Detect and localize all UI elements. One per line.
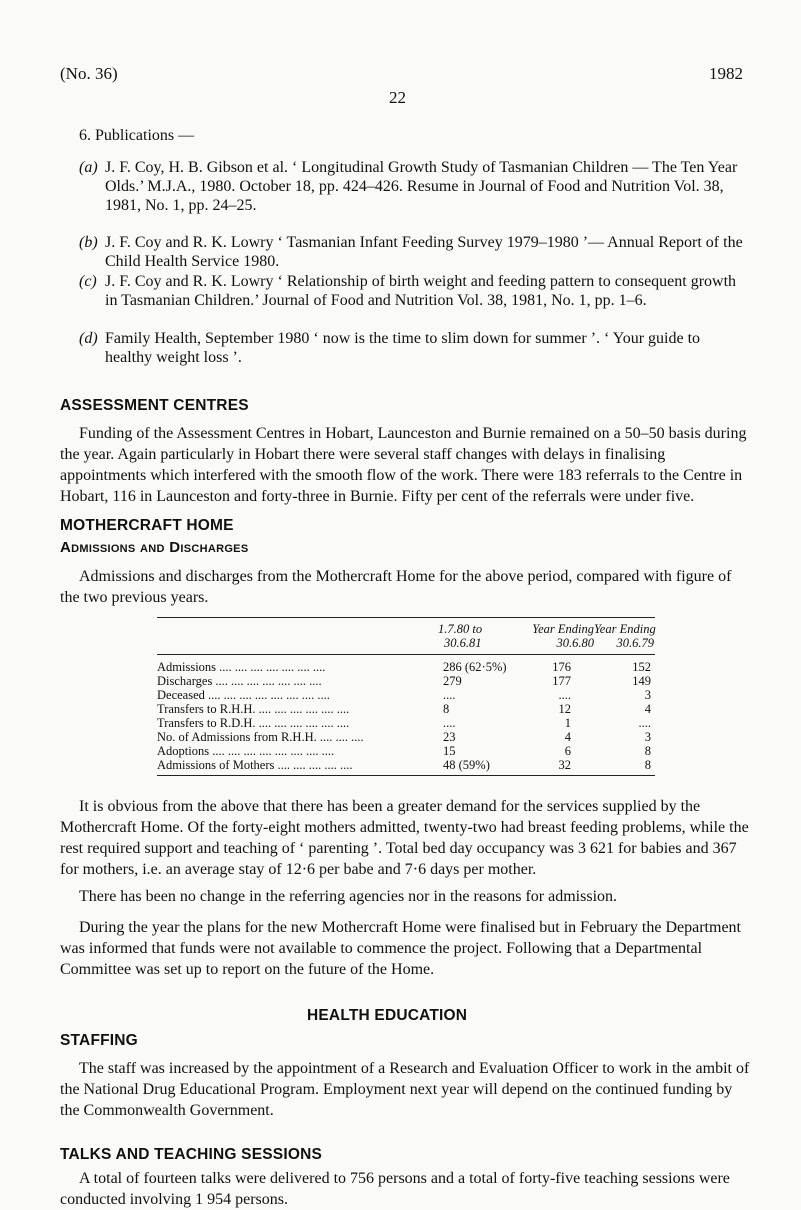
table-bottom-rule: [157, 775, 655, 776]
page-header-right: 1982: [709, 64, 743, 83]
cell-1: ....: [443, 716, 456, 730]
cell-2: 176: [552, 660, 571, 674]
col-header-2-line2: 30.6.80: [556, 636, 594, 650]
mothercraft-heading: MOTHERCRAFT HOME: [60, 517, 234, 534]
row-label: Deceased .... .... .... .... .... .... .... ....: [157, 688, 330, 702]
cell-1: 48 (59%): [443, 758, 490, 772]
row-label: Admissions of Mothers .... .... .... .... ....: [157, 758, 353, 772]
table-row: [157, 730, 655, 744]
publications-heading: 6. Publications —: [79, 127, 195, 144]
admissions-subheading: Admissions and Discharges: [60, 539, 249, 556]
talks-paragraph: A total of fourteen talks were delivered to 756 persons and a total of forty-five teaching sessions were conducted involving 1 954 persons.: [60, 1170, 730, 1208]
mothercraft-intro: Admissions and discharges from the Mothercraft Home for the above period, compared with figure of the two previous years.: [60, 568, 732, 606]
page-number: 22: [389, 88, 406, 107]
cell-2: 177: [552, 674, 571, 688]
row-label: Admissions .... .... .... .... .... .... ....: [157, 660, 326, 674]
cell-1: 23: [443, 730, 456, 744]
cell-3: ....: [638, 716, 651, 730]
page-header-left: (No. 36): [60, 64, 118, 83]
table-row: [157, 702, 655, 716]
publication-text: J. F. Coy and R. K. Lowry ‘ Relationship of birth weight and feeding pattern to consequent growth in Tasmanian Children.’ Journal of Food and Nutrition Vol. 38, 1981, No. 1, pp. 1–6.: [105, 273, 737, 309]
table-header-rule: [157, 654, 655, 655]
publication-item-b: [79, 233, 744, 271]
publication-item-c: [79, 272, 744, 310]
mothercraft-paragraph-1: It is obvious from the above that there has been a greater demand for the services supplied by the Mothercraft Home. Of the forty-eight mothers admitted, twenty-two had breast feeding problems, while the rest required support and teaching of ‘ parenting ’. Total bed day occupancy was 3 621 for babies and 367 for mothers, i.e. an average stay of 12·6 per babe and 7·6 days per mother.: [60, 798, 749, 878]
publication-text: J. F. Coy and R. K. Lowry ‘ Tasmanian Infant Feeding Survey 1979–1980 ’— Annual Report of the Child Health Service 1980.: [105, 234, 743, 270]
health-education-heading: HEALTH EDUCATION: [307, 1007, 468, 1024]
cell-2: 1: [564, 716, 571, 730]
cell-2: 6: [564, 744, 571, 758]
col-header-2-line1: Year Ending: [532, 622, 594, 636]
publication-item-d: [79, 329, 744, 367]
col-header-3-line1: Year Ending: [594, 622, 656, 636]
row-label: No. of Admissions from R.H.H. .... .... ....: [157, 730, 364, 744]
row-label: Transfers to R.D.H. .... .... .... .... .... ....: [157, 716, 350, 730]
staffing-paragraph: The staff was increased by the appointment of a Research and Evaluation Officer to work in the ambit of the National Drug Educational Program. Employment next year will depend on the continued funding by the Commonwealth Government.: [60, 1060, 750, 1119]
cell-1: 15: [443, 744, 456, 758]
cell-3: 8: [644, 744, 651, 758]
cell-2: ....: [558, 688, 571, 702]
col-header-3: [594, 622, 654, 650]
mothercraft-paragraph-3: During the year the plans for the new Mothercraft Home were finalised but in February the Department was informed that funds were not available to commence the project. Following that a Departmental Committee was set up to report on the future of the Home.: [60, 919, 741, 978]
cell-3: 4: [644, 702, 651, 716]
cell-2: 32: [558, 758, 571, 772]
publication-label: (a): [79, 159, 98, 176]
cell-3: 8: [644, 758, 651, 772]
col-header-3-line2: 30.6.79: [616, 636, 654, 650]
publication-label: (d): [79, 330, 98, 347]
publication-label: (c): [79, 273, 97, 290]
talks-heading: TALKS AND TEACHING SESSIONS: [60, 1146, 323, 1163]
table-row: [157, 660, 655, 674]
assessment-heading: ASSESSMENT CENTRES: [60, 397, 249, 414]
table-row: [157, 688, 655, 702]
publication-item-a: [79, 158, 744, 215]
col-header-2: [520, 622, 594, 650]
row-label: Adoptions .... .... .... .... .... .... .... ....: [157, 744, 335, 758]
cell-2: 4: [564, 730, 571, 744]
table-row: [157, 716, 655, 730]
staffing-heading: STAFFING: [60, 1032, 138, 1049]
publication-text: Family Health, September 1980 ‘ now is the time to slim down for summer ’. ‘ Your guide to healthy weight loss ’.: [105, 330, 701, 366]
row-label: Transfers to R.H.H. .... .... .... .... .... ....: [157, 702, 350, 716]
cell-1: 8: [443, 702, 450, 716]
cell-3: 3: [644, 730, 651, 744]
table-row: [157, 674, 655, 688]
publication-text: J. F. Coy, H. B. Gibson et al. ‘ Longitudinal Growth Study of Tasmanian Children — The Ten Year Olds.’ M.J.A., 1980. October 18, pp. 424–426. Resume in Journal of Food and Nutrition Vol. 38, 1981, No. 1, pp. 24–25.: [105, 159, 738, 214]
col-header-1-line2: 30.6.81: [444, 636, 482, 650]
row-label: Discharges .... .... .... .... .... .... ....: [157, 674, 322, 688]
cell-1: 279: [443, 674, 462, 688]
cell-2: 12: [558, 702, 571, 716]
cell-3: 3: [644, 688, 651, 702]
publication-label: (b): [79, 234, 98, 251]
mothercraft-paragraph-2: There has been no change in the referring agencies nor in the reasons for admission.: [79, 888, 618, 905]
table-row: [157, 744, 655, 758]
assessment-paragraph: Funding of the Assessment Centres in Hobart, Launceston and Burnie remained on a 50–50 basis during the year. Again particularly in Hobart there were several staff changes with delays in finalising appointments which interfered with the smooth flow of the work. There were 183 referrals to the Centre in Hobart, 116 in Launceston and forty-three in Burnie. Fifty per cent of the referrals were under five.: [60, 425, 747, 505]
table-row: [157, 758, 655, 772]
cell-3: 152: [632, 660, 651, 674]
table-top-rule: [157, 617, 655, 618]
cell-3: 149: [632, 674, 651, 688]
col-header-1: [438, 622, 518, 650]
col-header-1-line1: 1.7.80 to: [438, 622, 483, 636]
cell-1: ....: [443, 688, 456, 702]
cell-1: 286 (62·5%): [443, 660, 507, 674]
